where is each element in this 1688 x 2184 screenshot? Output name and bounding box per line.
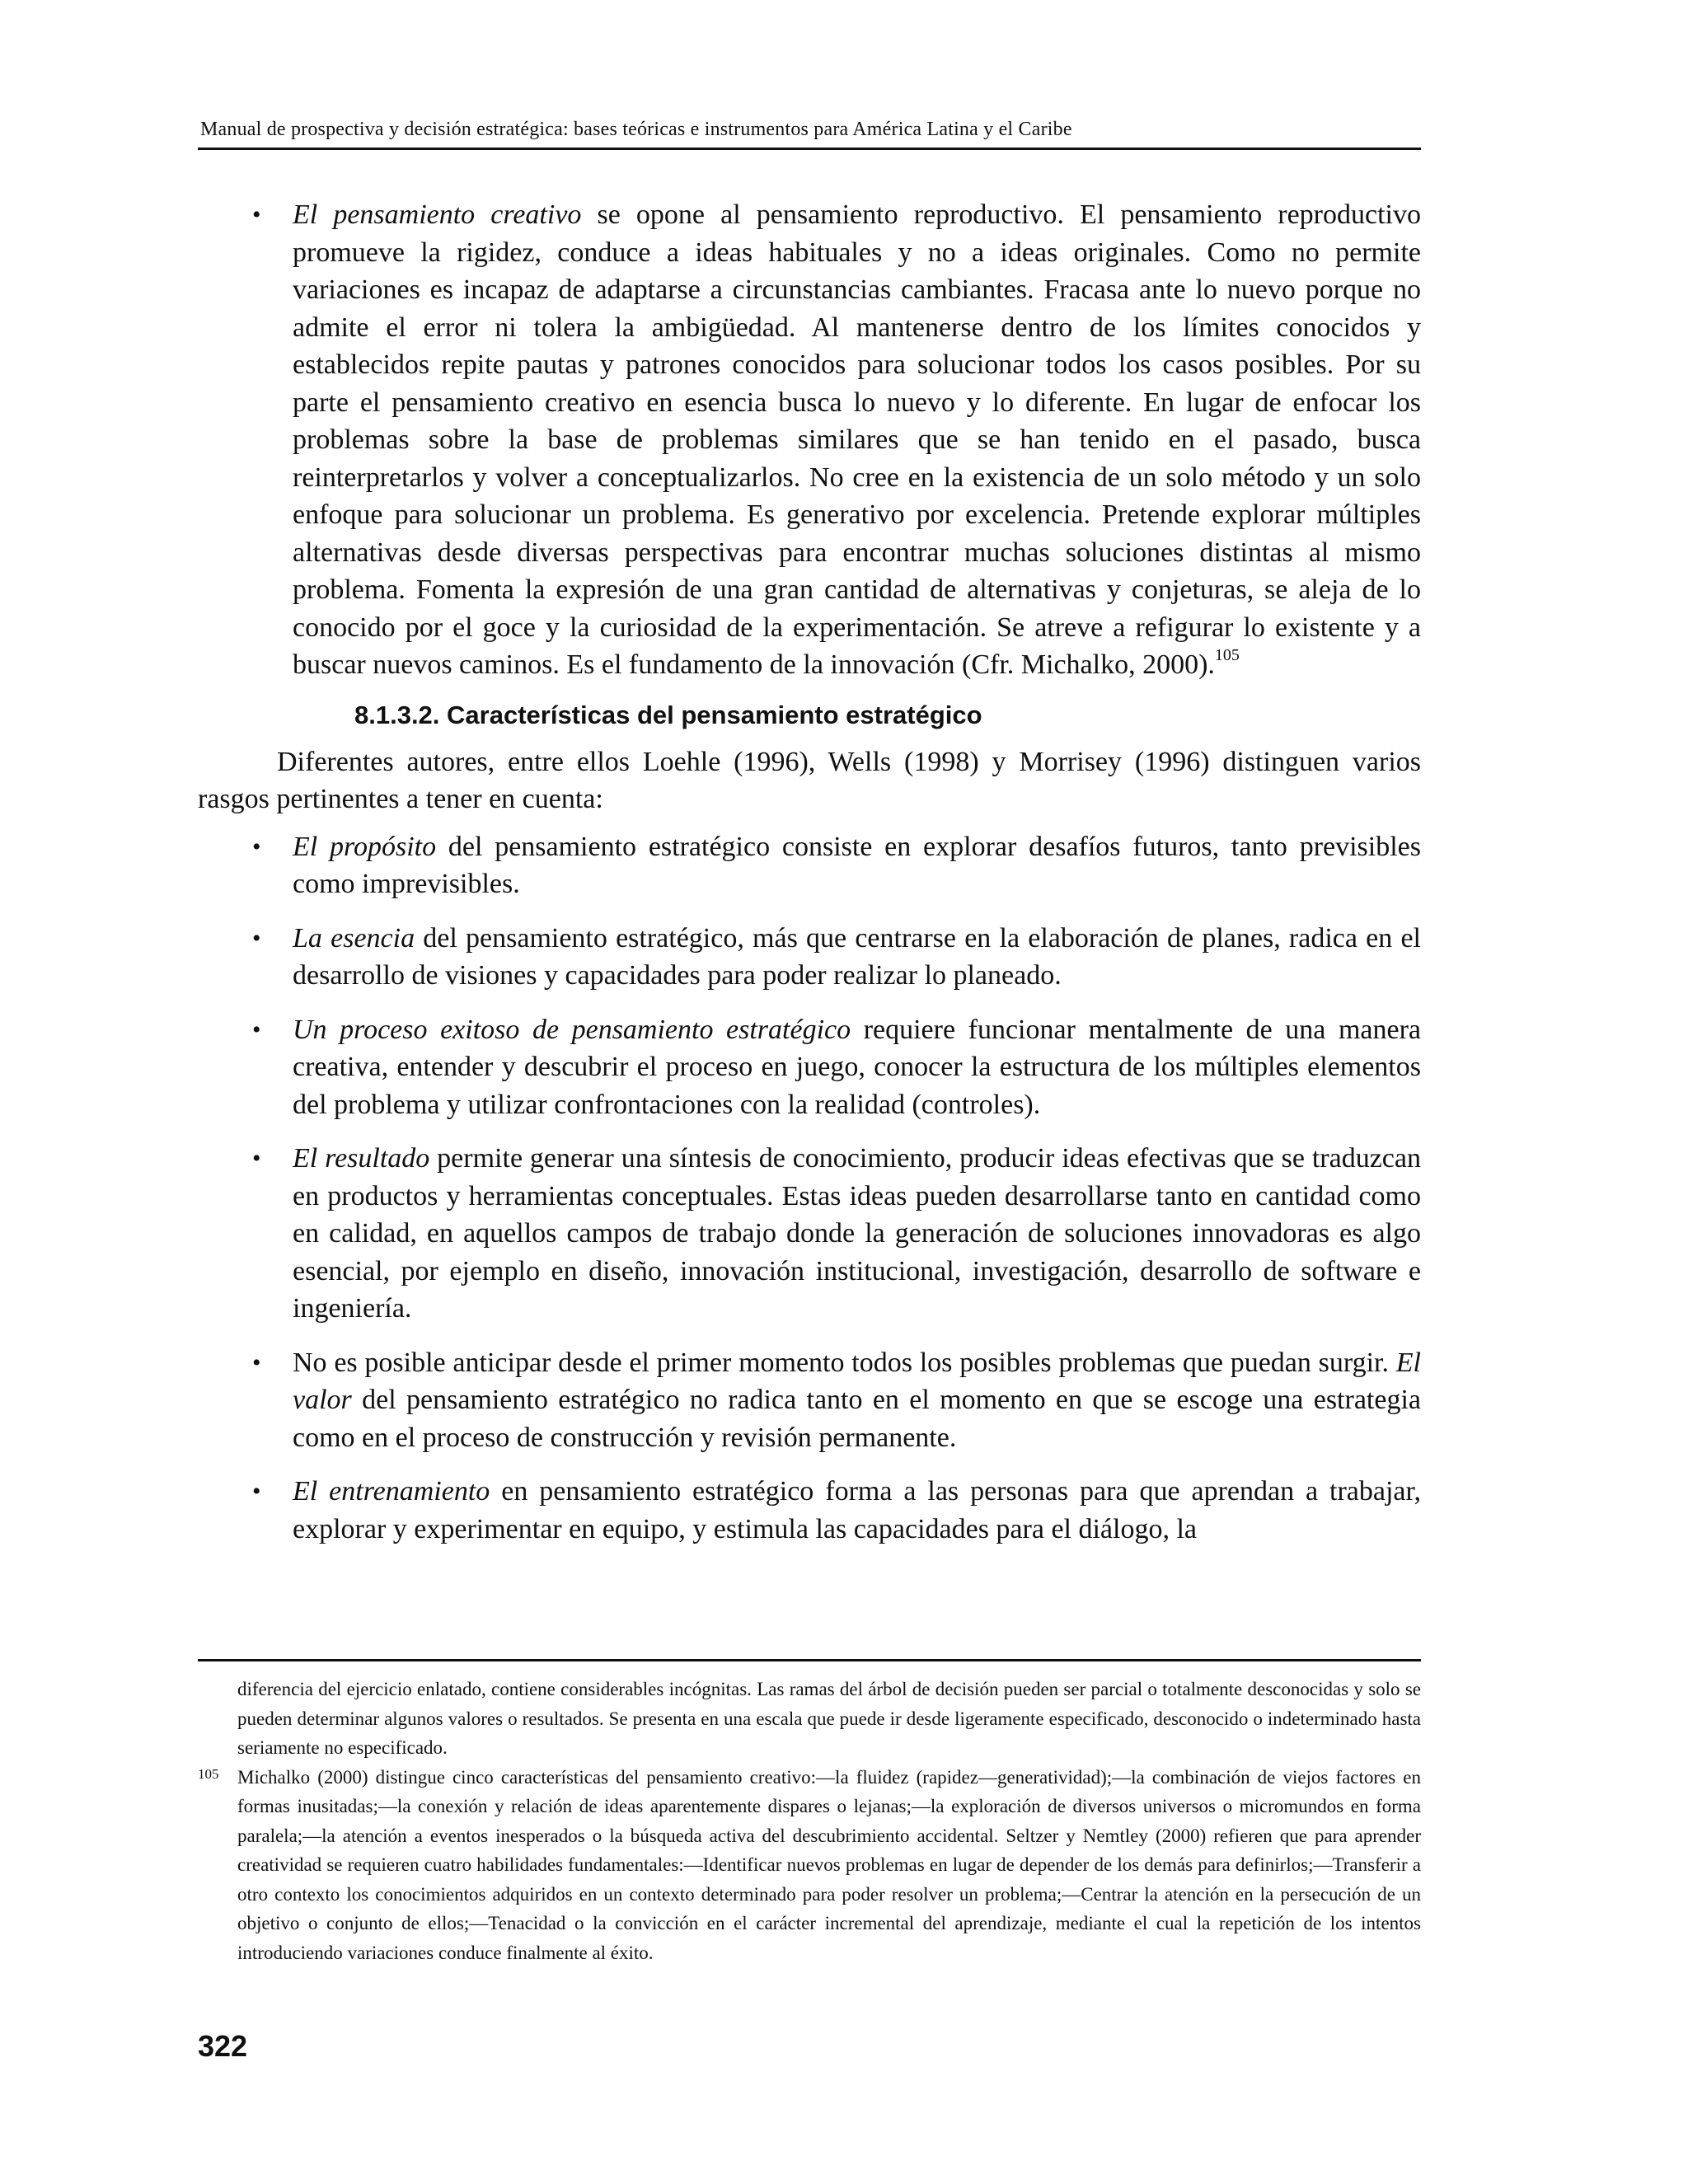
bullet-item-entrenamiento bbox=[198, 1473, 1421, 1548]
footnote-text: Michalko (2000) distingue cinco características del pensamiento creativo:—la fluidez (rapidez—generatividad);—la combinación de viejos factores en formas inusitadas;—la conexión y relación de ideas aparentemente dispares o lejanas;—la exploración de diversos universos o micromundos en forma paralela;—la atención a eventos inesperados o la búsqueda activa del descubrimiento accidental. Seltzer y Nemtley (2000) refieren que para aprender creatividad se requieren cuatro habilidades fundamentales:—Identificar nuevos problemas en lugar de depender de los demás para definirlos;—Transferir a otro contexto los conocimientos adquiridos en un contexto determinado para poder resolver un problema;—Centrar la atención en la persecución de un objetivo o conjunto de ellos;—Tenacidad o la convicción en el carácter incremental del aprendizaje, mediante el cual la repetición de los intentos introduciendo variaciones conduce finalmente al éxito. bbox=[237, 1766, 1421, 1963]
section-heading: 8.1.3.2. Características del pensamiento estratégico bbox=[354, 700, 982, 729]
footnote-continued: diferencia del ejercicio enlatado, contiene considerables incógnitas. Las ramas del árbol de decisión pueden ser parcial o totalmente desconocidas y solo se pueden determinar algunos valores o resultados. Se presenta en una escala que puede ir desde ligeramente especificado, desconocido o indeterminado hasta seriamente no especificado. bbox=[237, 1679, 1421, 1758]
bullet-term: El pensamiento creativo bbox=[293, 199, 582, 230]
running-header: Manual de prospectiva y decisión estratégica: bases teóricas e instrumentos para América Latina y el Caribe bbox=[200, 119, 1072, 140]
header-divider bbox=[198, 148, 1421, 150]
bullet-text: en pensamiento estratégico forma a las personas para que aprendan a trabajar, explorar y experimentar en equipo, y estimula las capacidades para el diálogo, la bbox=[293, 1476, 1421, 1544]
bullet-item-esencia bbox=[198, 920, 1421, 995]
bullet-text: permite generar una síntesis de conocimiento, producir ideas efectivas que se traduzcan en productos y herramientas conceptuales. Estas ideas pueden desarrollarse tanto en cantidad como en calidad, en aquellos campos de trabajo donde la generación de soluciones innovadoras es algo esencial, por ejemplo en diseño, innovación institucional, investigación, desarrollo de software e ingeniería. bbox=[293, 1143, 1421, 1324]
footnote-ref-105[interactable]: 105 bbox=[1214, 646, 1240, 664]
bullet-text: requiere funcionar mentalmente de una manera creativa, entender y descubrir el proceso en juego, conocer la estructura de los múltiples elementos del problema y utilizar confrontaciones con la realidad (controles). bbox=[293, 1014, 1421, 1120]
bullet-dot-icon: • bbox=[252, 1015, 261, 1043]
bullet-text: del pensamiento estratégico consiste en explorar desafíos futuros, tanto previsibles como imprevisibles. bbox=[293, 831, 1421, 899]
bullet-term: Un proceso exitoso de pensamiento estratégico bbox=[293, 1014, 851, 1045]
bullet-item-creative-thinking bbox=[198, 196, 1421, 684]
bullet-item-valor bbox=[198, 1344, 1421, 1457]
bullet-term: La esencia bbox=[293, 922, 415, 954]
main-text bbox=[198, 196, 1421, 1548]
bullet-dot-icon: • bbox=[252, 1348, 261, 1376]
bullet-text: del pensamiento estratégico, más que centrarse en la elaboración de planes, radica en el desarrollo de visiones y capacidades para poder realizar lo planeado. bbox=[293, 922, 1422, 991]
bullet-item-proposito bbox=[198, 828, 1421, 903]
bullet-text: se opone al pensamiento reproductivo. El pensamiento reproductivo promueve la rigidez, conduce a ideas habituales y no a ideas originales. Como no permite variaciones es incapaz de adaptarse a circunstancias cambiantes. Fracasa ante lo nuevo porque no admite el error ni tolera la ambigüedad. Al mantenerse dentro de los límites conocidos y establecidos repite pautas y patrones conocidos para solucionar todos los casos posibles. Por su parte el pensamiento creativo en esencia busca lo nuevo y lo diferente. En lugar de enfocar los problemas sobre la base de problemas similares que se han tenido en el pasado, busca reinterpretarlos y volver a conceptualizarlos. No cree en la existencia de un solo método y un solo enfoque para solucionar un problema. Es generativo por excelencia. Pretende explorar múltiples alternativas desde diversas perspectivas para encontrar muchas soluciones distintas al mismo problema. Fomenta la expresión de una gran cantidad de alternativas y conjeturas, se aleja de lo conocido por el goce y la curiosidad de la experimentación. Se atreve a refigurar lo existente y a buscar nuevos caminos. Es el fundamento de la innovación (Cfr. Michalko, 2000). bbox=[293, 199, 1421, 680]
bullet-term: El valor bbox=[293, 1347, 1421, 1415]
bullet-term: El resultado bbox=[293, 1143, 430, 1174]
footnote-105 bbox=[198, 1763, 1421, 1968]
bullet-item-proceso bbox=[198, 1011, 1421, 1124]
bullet-lead: No es posible anticipar desde el primer momento todos los posibles problemas que puedan surgir. bbox=[293, 1347, 1396, 1378]
intro-paragraph: Diferentes autores, entre ellos Loehle (1996), Wells (1998) y Morrisey (1996) distinguen varios rasgos pertinentes a tener en cuenta: bbox=[198, 746, 1421, 814]
page-number: 322 bbox=[198, 2029, 248, 2063]
footnote-number: 105 bbox=[198, 1765, 219, 1782]
bullet-term: El propósito bbox=[293, 831, 437, 862]
bullet-dot-icon: • bbox=[252, 924, 261, 952]
footnotes bbox=[198, 1675, 1421, 1967]
bullet-dot-icon: • bbox=[252, 1478, 261, 1505]
bullet-text: del pensamiento estratégico no radica tanto en el momento en que se escoge una estrategia como en el proceso de construcción y revisión permanente. bbox=[293, 1385, 1421, 1453]
bullet-term: El entrenamiento bbox=[293, 1476, 490, 1507]
bullet-dot-icon: • bbox=[252, 201, 261, 228]
bullet-dot-icon: • bbox=[252, 832, 261, 860]
bullet-item-resultado bbox=[198, 1140, 1421, 1328]
bullet-dot-icon: • bbox=[252, 1145, 261, 1172]
footnote-divider bbox=[198, 1659, 1421, 1661]
